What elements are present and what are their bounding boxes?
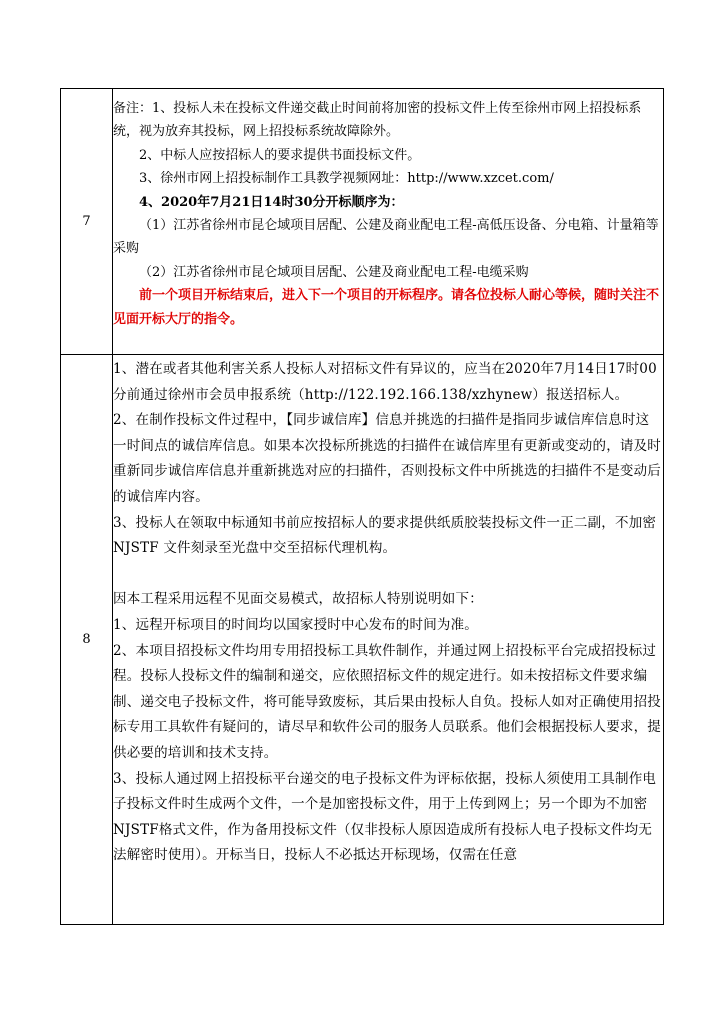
note-4-opening-order: 4、2020年7月21日14时30分开标顺序为：	[139, 194, 404, 210]
red-notice: 前一个项目开标结束后，进入下一个项目的开标程序。请各位投标人耐心等候，随时关注不见面开标大厅的指令。	[113, 288, 660, 327]
bid-notes-table	[60, 88, 664, 925]
note-3: 3、徐州市网上招投标制作工具教学视频网址：http://www.xzcet.com/	[139, 171, 554, 187]
row-content-7	[113, 89, 664, 355]
row-number-7: 7	[61, 89, 113, 355]
remote-item-2: 2、本项目招投标文件均用专用招投标工具软件制作，并通过网上招投标平台完成招投标过程。投标人投标文件的编制和递交，应依照招标文件的规定进行。如未按招标文件要求编制、递交电子投标文件，将可能导致废标，其后果由投标人自负。投标人如对正确使用招投标专用工具软件有疑问的，请尽早和软件公司的服务人员联系。他们会根据投标人要求，提供必要的培训和技术支持。	[113, 642, 661, 761]
remote-intro: 因本工程采用远程不见面交易模式，故招标人特别说明如下：	[113, 591, 483, 608]
opening-order-2: （2）江苏省徐州市昆仑域项目居配、公建及商业配电工程-电缆采购	[139, 264, 529, 280]
row-number-8: 8	[61, 355, 113, 925]
table-row-7	[61, 89, 664, 355]
objection-item-1: 1、潜在或者其他利害关系人投标人对招标文件有异议的，应当在2020年7月14日17时00分前通过徐州市会员申报系统（http://122.192.166.138/xzhynew）报送招标人。	[113, 361, 657, 403]
opening-order-1: （1）江苏省徐州市昆仑域项目居配、公建及商业配电工程-高低压设备、分电箱、计量箱等采购	[113, 218, 659, 257]
note-1: 备注：1、投标人未在投标文件递交截止时间前将加密的投标文件上传至徐州市网上招投标系统，视为放弃其投标，网上招投标系统故障除外。	[113, 101, 642, 140]
note-2: 2、中标人应按招标人的要求提供书面投标文件。	[139, 147, 421, 163]
table-row-8	[61, 355, 664, 925]
row-content-8	[113, 355, 664, 925]
credit-library-item-2: 2、在制作投标文件过程中，【同步诚信库】信息并挑选的扫描件是指同步诚信库信息时这一时间点的诚信库信息。如果本次投标所挑选的扫描件在诚信库里有更新或变动的，请及时重新同步诚信库信息并重新挑选对应的扫描件，否则投标文件中所挑选的扫描件不是变动后的诚信库内容。	[113, 412, 661, 505]
paper-bid-item-3: 3、投标人在领取中标通知书前应按招标人的要求提供纸质胶装投标文件一正二副，不加密 NJSTF 文件刻录至光盘中交至招标代理机构。	[113, 514, 657, 557]
remote-item-1: 1、远程开标项目的时间均以国家授时中心发布的时间为准。	[113, 616, 478, 633]
blank-line	[113, 562, 663, 588]
remote-item-3: 3、投标人通过网上招投标平台递交的电子投标文件为评标依据，投标人须使用工具制作电子投标文件时生成两个文件，一个是加密投标文件，用于上传到网上；另一个即为不加密NJSTF格式文件，作为备用投标文件（仅非投标人原因造成所有投标人电子投标文件均无法解密时使用）。开标当日，投标人不必抵达开标现场，仅需在任意	[113, 770, 657, 864]
